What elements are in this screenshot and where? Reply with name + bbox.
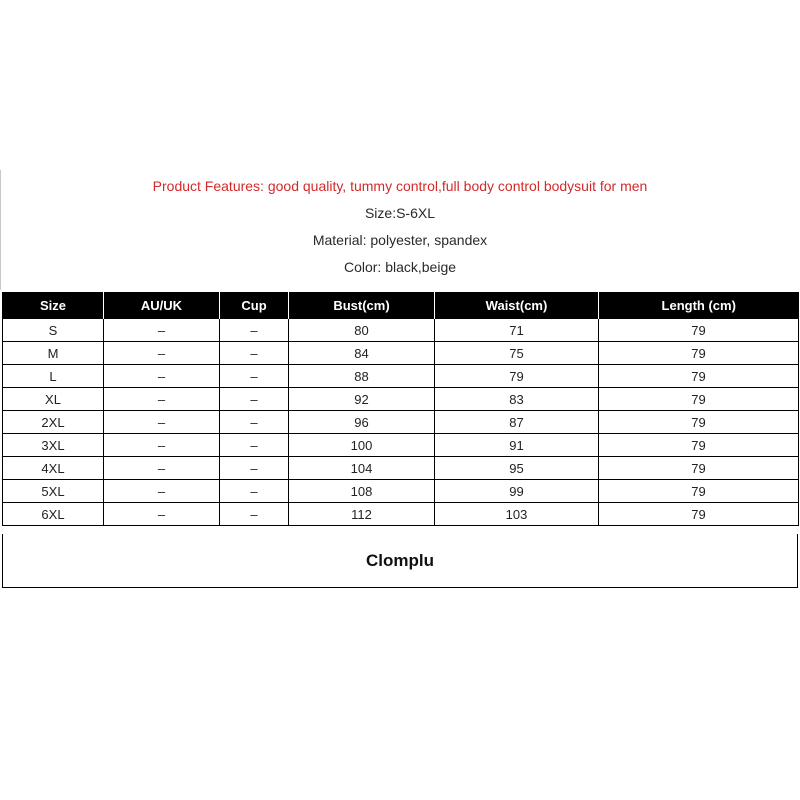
- cell-length: 79: [599, 342, 799, 365]
- cell-size: 2XL: [3, 411, 104, 434]
- cell-cup: –: [220, 457, 289, 480]
- cell-cup: –: [220, 365, 289, 388]
- cell-au-uk: –: [104, 434, 220, 457]
- product-features-text: Product Features: good quality, tummy control,full body control bodysuit for men: [152, 178, 648, 194]
- cell-size: 5XL: [3, 480, 104, 503]
- cell-waist: 87: [435, 411, 599, 434]
- cell-length: 79: [599, 388, 799, 411]
- cell-waist: 83: [435, 388, 599, 411]
- header-au-uk: AU/UK: [104, 292, 220, 319]
- cell-length: 79: [599, 434, 799, 457]
- table-row: [3, 457, 799, 480]
- cell-length: 79: [599, 411, 799, 434]
- cell-waist: 99: [435, 480, 599, 503]
- cell-waist: 95: [435, 457, 599, 480]
- header-waist: Waist(cm): [435, 292, 599, 319]
- brand-name: Clomplu: [366, 550, 434, 570]
- cell-length: 79: [599, 457, 799, 480]
- size-chart-table: [2, 292, 799, 526]
- cell-au-uk: –: [104, 503, 220, 526]
- cell-au-uk: –: [104, 457, 220, 480]
- cell-size: S: [3, 319, 104, 342]
- cell-waist: 75: [435, 342, 599, 365]
- cell-waist: 71: [435, 319, 599, 342]
- cell-bust: 112: [289, 503, 435, 526]
- table-header-row: [3, 292, 799, 319]
- cell-cup: –: [220, 434, 289, 457]
- cell-size: XL: [3, 388, 104, 411]
- header-bust: Bust(cm): [289, 292, 435, 319]
- cell-au-uk: –: [104, 319, 220, 342]
- cell-length: 79: [599, 480, 799, 503]
- cell-waist: 91: [435, 434, 599, 457]
- cell-size: 4XL: [3, 457, 104, 480]
- cell-au-uk: –: [104, 480, 220, 503]
- cell-length: 79: [599, 365, 799, 388]
- table-row: [3, 365, 799, 388]
- cell-length: 79: [599, 319, 799, 342]
- size-range-text: Size:S-6XL: [364, 205, 436, 221]
- table-row: [3, 480, 799, 503]
- cell-cup: –: [220, 411, 289, 434]
- cell-waist: 103: [435, 503, 599, 526]
- table-row: [3, 434, 799, 457]
- header-cup: Cup: [220, 292, 289, 319]
- cell-au-uk: –: [104, 411, 220, 434]
- material-text: Material: polyester, spandex: [312, 232, 488, 248]
- cell-cup: –: [220, 319, 289, 342]
- cell-cup: –: [220, 480, 289, 503]
- table-row: [3, 503, 799, 526]
- header-size: Size: [3, 292, 104, 319]
- cell-cup: –: [220, 388, 289, 411]
- cell-au-uk: –: [104, 388, 220, 411]
- cell-length: 79: [599, 503, 799, 526]
- cell-bust: 80: [289, 319, 435, 342]
- table-row: [3, 319, 799, 342]
- table-row: [3, 411, 799, 434]
- cell-waist: 79: [435, 365, 599, 388]
- cell-size: 3XL: [3, 434, 104, 457]
- cell-cup: –: [220, 503, 289, 526]
- cell-size: M: [3, 342, 104, 365]
- table-row: [3, 342, 799, 365]
- cell-au-uk: –: [104, 365, 220, 388]
- cell-bust: 84: [289, 342, 435, 365]
- brand-footer: [2, 534, 798, 588]
- color-options-text: Color: black,beige: [343, 259, 457, 275]
- table-row: [3, 388, 799, 411]
- cell-bust: 104: [289, 457, 435, 480]
- cell-bust: 88: [289, 365, 435, 388]
- cell-cup: –: [220, 342, 289, 365]
- cell-bust: 92: [289, 388, 435, 411]
- cell-size: 6XL: [3, 503, 104, 526]
- cell-bust: 96: [289, 411, 435, 434]
- header-length: Length (cm): [599, 292, 799, 319]
- cell-bust: 108: [289, 480, 435, 503]
- cell-au-uk: –: [104, 342, 220, 365]
- cell-size: L: [3, 365, 104, 388]
- cell-bust: 100: [289, 434, 435, 457]
